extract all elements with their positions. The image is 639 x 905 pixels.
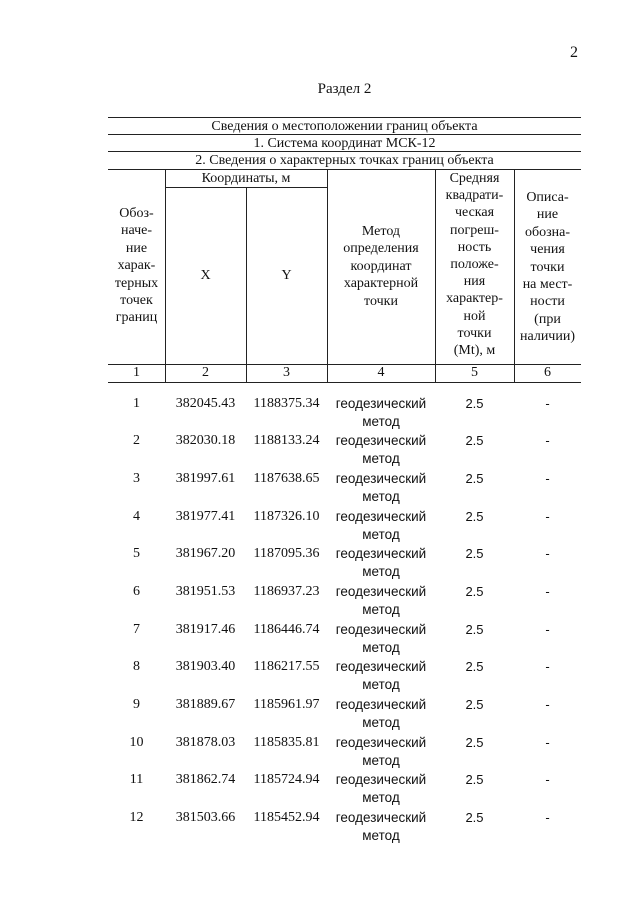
table-row bbox=[108, 697, 581, 735]
column-number: 6 bbox=[544, 365, 551, 380]
error: 2.5 bbox=[465, 546, 484, 561]
table-row bbox=[108, 546, 581, 584]
description: - bbox=[545, 735, 550, 750]
description: - bbox=[545, 471, 550, 486]
coord-y: 1186217.55 bbox=[253, 659, 320, 674]
method: геодезический метод bbox=[335, 810, 427, 843]
description: - bbox=[545, 546, 550, 561]
point-number: 3 bbox=[133, 471, 140, 486]
point-number: 6 bbox=[133, 584, 140, 599]
coord-x: 382030.18 bbox=[175, 433, 236, 448]
coord-y: 1188375.34 bbox=[253, 396, 320, 411]
table-subtitle: 2. Сведения о характерных точках границ объекта bbox=[195, 153, 494, 168]
table-row bbox=[108, 622, 581, 660]
description: - bbox=[545, 509, 550, 524]
point-number: 2 bbox=[133, 433, 140, 448]
method: геодезический метод bbox=[335, 396, 427, 429]
table-title: Сведения о местоположении границ объекта bbox=[211, 119, 478, 134]
error: 2.5 bbox=[465, 622, 484, 637]
description: - bbox=[545, 659, 550, 674]
method: геодезический метод bbox=[335, 509, 427, 542]
column-number: 3 bbox=[283, 365, 290, 380]
coord-y: 1186446.74 bbox=[253, 622, 320, 637]
table-row bbox=[108, 772, 581, 810]
error: 2.5 bbox=[465, 396, 484, 411]
coord-x: 381997.61 bbox=[175, 471, 236, 486]
point-number: 8 bbox=[133, 659, 140, 674]
coord-x: 381503.66 bbox=[175, 810, 236, 825]
error: 2.5 bbox=[465, 810, 484, 825]
table-row bbox=[108, 471, 581, 509]
error: 2.5 bbox=[465, 584, 484, 599]
table-row bbox=[108, 659, 581, 697]
error: 2.5 bbox=[465, 433, 484, 448]
error: 2.5 bbox=[465, 509, 484, 524]
point-number: 5 bbox=[133, 546, 140, 561]
coord-y: 1188133.24 bbox=[253, 433, 320, 448]
point-number: 7 bbox=[133, 622, 140, 637]
method: геодезический метод bbox=[335, 471, 427, 504]
coord-y: 1185724.94 bbox=[253, 772, 320, 787]
description: - bbox=[545, 622, 550, 637]
coord-x: 381977.41 bbox=[175, 509, 236, 524]
method: геодезический метод bbox=[335, 659, 427, 692]
rule-numbers bbox=[108, 382, 581, 383]
header-x: X bbox=[200, 268, 211, 283]
header-description: Описа- ние обозна- чения точки на мест- ности (при наличии) bbox=[520, 190, 575, 345]
method: геодезический метод bbox=[335, 622, 427, 655]
coord-x: 382045.43 bbox=[175, 396, 236, 411]
section-title: Раздел 2 bbox=[317, 81, 372, 97]
coord-x: 381951.53 bbox=[175, 584, 236, 599]
table-header bbox=[108, 117, 581, 383]
header-coordinates: Координаты, м bbox=[201, 171, 291, 186]
description: - bbox=[545, 396, 550, 411]
error: 2.5 bbox=[465, 471, 484, 486]
method: геодезический метод bbox=[335, 772, 427, 805]
error: 2.5 bbox=[465, 659, 484, 674]
method: геодезический метод bbox=[335, 697, 427, 730]
header-y: Y bbox=[281, 268, 292, 283]
table-row bbox=[108, 396, 581, 434]
table-row bbox=[108, 584, 581, 622]
point-number: 11 bbox=[129, 772, 144, 787]
coord-y: 1186937.23 bbox=[253, 584, 320, 599]
point-number: 1 bbox=[133, 396, 140, 411]
column-number: 5 bbox=[471, 365, 478, 380]
page-number: 2 bbox=[570, 44, 578, 61]
coord-x: 381967.20 bbox=[175, 546, 236, 561]
column-number: 2 bbox=[202, 365, 209, 380]
point-number: 4 bbox=[133, 509, 140, 524]
method: геодезический метод bbox=[335, 584, 427, 617]
error: 2.5 bbox=[465, 697, 484, 712]
error: 2.5 bbox=[465, 735, 484, 750]
header-error: Средняя квадрати- ческая погреш- ность положе- ния характер- ной точки (Mt), м bbox=[445, 171, 504, 359]
coord-y: 1187326.10 bbox=[253, 509, 320, 524]
method: геодезический метод bbox=[335, 546, 427, 579]
error: 2.5 bbox=[465, 772, 484, 787]
coord-x: 381862.74 bbox=[175, 772, 236, 787]
point-number: 12 bbox=[129, 810, 144, 825]
column-number: 1 bbox=[133, 365, 140, 380]
coordinate-system: 1. Система координат МСК-12 bbox=[253, 136, 436, 151]
description: - bbox=[545, 584, 550, 599]
coord-y: 1185835.81 bbox=[253, 735, 320, 750]
method: геодезический метод bbox=[335, 735, 427, 768]
coord-x: 381889.67 bbox=[175, 697, 236, 712]
description: - bbox=[545, 433, 550, 448]
coord-x: 381903.40 bbox=[175, 659, 236, 674]
column-number: 4 bbox=[377, 365, 385, 380]
coord-x: 381878.03 bbox=[175, 735, 236, 750]
coord-y: 1185452.94 bbox=[253, 810, 320, 825]
point-number: 10 bbox=[129, 735, 144, 750]
table-row bbox=[108, 810, 581, 848]
coord-y: 1187095.36 bbox=[253, 546, 320, 561]
rule-v2 bbox=[246, 187, 247, 383]
table-row bbox=[108, 509, 581, 547]
description: - bbox=[545, 697, 550, 712]
header-method: Метод определения координат характерной точки bbox=[343, 224, 419, 309]
coord-x: 381917.46 bbox=[175, 622, 236, 637]
table-row bbox=[108, 433, 581, 471]
coord-y: 1185961.97 bbox=[253, 697, 320, 712]
coord-y: 1187638.65 bbox=[253, 471, 320, 486]
point-number: 9 bbox=[133, 697, 140, 712]
table-row bbox=[108, 735, 581, 773]
header-designation: Обоз- наче- ние харак- терных точек границ bbox=[114, 206, 159, 326]
description: - bbox=[545, 772, 550, 787]
description: - bbox=[545, 810, 550, 825]
method: геодезический метод bbox=[335, 433, 427, 466]
